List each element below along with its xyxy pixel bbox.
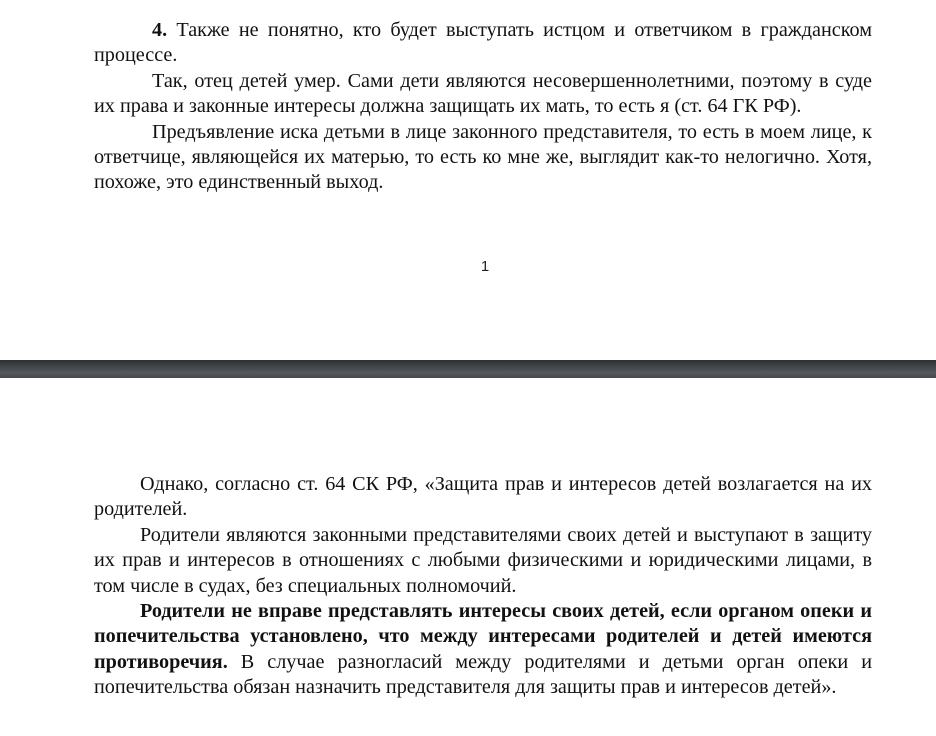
paragraph-text: Так, отец детей умер. Сами дети являются несовершеннолетними, поэтому в суде их права и законные интересы должна защищать их мать, то есть я (ст. 64 ГК РФ). — [94, 69, 872, 118]
document-page-1 — [0, 0, 936, 361]
paragraph-text: Однако, согласно ст. 64 СК РФ, «Защита прав и интересов детей возлагается на их родителей. — [94, 473, 872, 521]
paragraph-claim-presentation — [94, 120, 872, 196]
page-1-text — [94, 18, 872, 196]
paragraph-text: Также не понятно, кто будет выступать истцом и ответчиком в гражданском процессе. — [94, 19, 872, 67]
paragraph-legal-representatives — [94, 523, 872, 599]
page-break-separator — [0, 360, 936, 378]
paragraph-point-4 — [94, 18, 872, 69]
paragraph-text: Родители являются законными представителями своих детей и выступают в защиту их прав и интересов в отношениях с любыми физическими и юридическими лицами, в том числе в судах, без специальных полномочий. — [94, 523, 872, 597]
bold-text: Родители не вправе представлять интересы своих детей, если органом опеки и попечительства установлено, что между интересами родителей и детей имеются противоречия. — [94, 600, 872, 673]
paragraph-text: Предъявление иска детьми в лице законного представителя, то есть в моем лице, к ответчице, являющейся их матерью, то есть ко мне же, выглядит как-то нелогично. Хотя, похоже, это единственный выход. — [94, 120, 872, 194]
page-number: 1 — [480, 258, 490, 275]
paragraph-article-64-quote — [94, 472, 872, 523]
paragraph-text: В случае разногласий между родителями и детьми орган опеки и попечительства обязан назначить представителя для защиты прав и интересов детей». — [94, 650, 872, 699]
paragraph-conflict-of-interest — [94, 599, 872, 701]
paragraph-father-died — [94, 69, 872, 120]
page-2-text — [94, 472, 872, 701]
point-number: 4. — [152, 19, 168, 41]
document-page-2 — [0, 378, 936, 736]
